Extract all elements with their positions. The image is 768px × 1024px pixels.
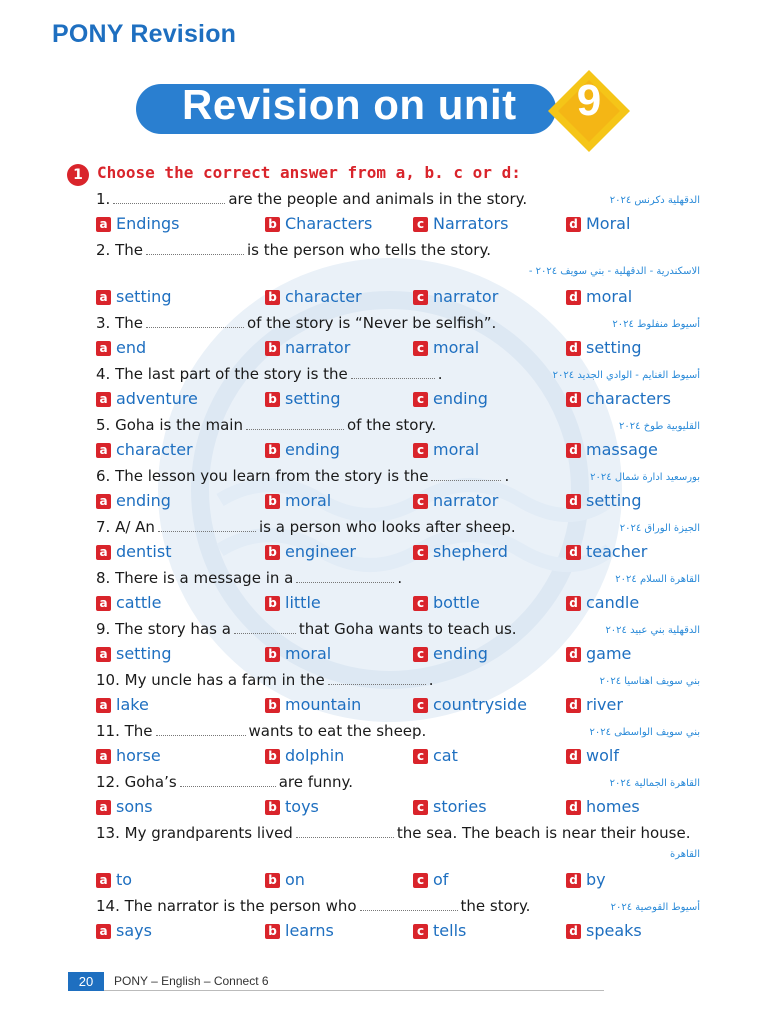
option-letter: b — [265, 290, 280, 305]
answer-option-d[interactable] — [566, 921, 642, 940]
option-text: game — [586, 644, 632, 663]
answer-option-c[interactable] — [413, 797, 487, 816]
option-letter: b — [265, 545, 280, 560]
option-letter: b — [265, 924, 280, 939]
exercise-number: 1 — [67, 164, 89, 186]
question-text-before: 11. The — [96, 722, 153, 740]
answer-option-a[interactable] — [96, 440, 193, 459]
answer-option-d[interactable] — [566, 389, 671, 408]
answer-option-d[interactable] — [566, 338, 641, 357]
option-text: lake — [116, 695, 149, 714]
option-text: moral — [433, 440, 480, 459]
option-letter: d — [566, 698, 581, 713]
question-text-before: 3. The — [96, 314, 143, 332]
answer-blank — [296, 827, 394, 838]
option-letter: a — [96, 494, 111, 509]
answer-blank — [234, 623, 296, 634]
question-text-after: wants to eat the sheep. — [248, 722, 427, 740]
answer-option-b[interactable] — [265, 338, 350, 357]
answer-option-a[interactable] — [96, 338, 146, 357]
option-letter: d — [566, 924, 581, 939]
option-letter: c — [413, 800, 428, 815]
answer-option-d[interactable] — [566, 491, 641, 510]
answer-option-b[interactable] — [265, 644, 331, 663]
question-text-after: are funny. — [278, 773, 354, 791]
exam-source: أسيوط القوصية ٢٠٢٤ — [610, 902, 700, 913]
question-text-before: 8. There is a message in a — [96, 569, 294, 587]
answer-blank — [146, 317, 244, 328]
page-title: Revision on unit — [182, 81, 517, 128]
answer-option-a[interactable] — [96, 542, 171, 561]
option-text: setting — [586, 338, 642, 357]
question-stem — [96, 824, 690, 842]
answer-option-b[interactable] — [265, 593, 321, 612]
answer-option-a[interactable] — [96, 797, 153, 816]
answer-option-a[interactable] — [96, 695, 149, 714]
answer-option-d[interactable] — [566, 746, 619, 765]
answer-blank — [180, 776, 276, 787]
option-letter: a — [96, 392, 111, 407]
exam-source: بني سويف اهناسيا ٢٠٢٤ — [599, 676, 700, 687]
question-text-after: . — [428, 671, 434, 689]
option-text: character — [116, 440, 193, 459]
question-text-after: is a person who looks after sheep. — [258, 518, 516, 536]
answer-option-a[interactable] — [96, 746, 161, 765]
option-letter: c — [413, 873, 428, 888]
option-text: countryside — [433, 695, 527, 714]
option-letter: d — [566, 545, 581, 560]
question-stem — [96, 190, 527, 208]
option-text: ending — [285, 440, 340, 459]
option-letter: d — [566, 800, 581, 815]
option-text: narrator — [433, 491, 499, 510]
answer-option-c[interactable] — [413, 440, 479, 459]
question-text-before: 6. The lesson you learn from the story is the — [96, 467, 429, 485]
page-number: 20 — [68, 972, 104, 991]
question-text-before: 7. A/ An — [96, 518, 155, 536]
question-stem — [96, 671, 433, 689]
option-text: setting — [586, 491, 642, 510]
exam-source: القليوبية طوخ ٢٠٢٤ — [619, 421, 700, 432]
option-letter: b — [265, 217, 280, 232]
answer-blank — [431, 470, 501, 481]
answer-option-c[interactable] — [413, 214, 508, 233]
answer-option-a[interactable] — [96, 389, 198, 408]
option-text: adventure — [116, 389, 198, 408]
answer-option-b[interactable] — [265, 389, 340, 408]
answer-option-b[interactable] — [265, 870, 305, 889]
exam-source: القاهرة الجمالية ٢٠٢٤ — [609, 778, 700, 789]
option-text: setting — [285, 389, 341, 408]
option-text: horse — [116, 746, 161, 765]
option-text: toys — [285, 797, 319, 816]
answer-option-c[interactable] — [413, 338, 479, 357]
question-stem — [96, 897, 530, 915]
option-text: setting — [116, 644, 172, 663]
option-letter: c — [413, 749, 428, 764]
option-letter: c — [413, 217, 428, 232]
option-text: stories — [433, 797, 487, 816]
answer-blank — [246, 419, 344, 430]
option-text: candle — [586, 593, 640, 612]
option-text: massage — [586, 440, 658, 459]
option-letter: a — [96, 217, 111, 232]
option-letter: c — [413, 341, 428, 356]
option-letter: a — [96, 290, 111, 305]
question-text-after: is the person who tells the story. — [246, 241, 491, 259]
answer-option-c[interactable] — [413, 542, 508, 561]
question-text-before: 14. The narrator is the person who — [96, 897, 357, 915]
answer-blank — [146, 244, 244, 255]
option-text: moral — [285, 644, 332, 663]
exam-source: الدقهلية بني عبيد ٢٠٢٤ — [605, 625, 700, 636]
answer-option-d[interactable] — [566, 644, 631, 663]
option-letter: d — [566, 596, 581, 611]
option-letter: a — [96, 873, 111, 888]
answer-blank — [156, 725, 246, 736]
question-text-before: 2. The — [96, 241, 143, 259]
option-text: cat — [433, 746, 458, 765]
option-text: Characters — [285, 214, 373, 233]
option-letter: c — [413, 647, 428, 662]
option-text: moral — [433, 338, 480, 357]
option-letter: d — [566, 443, 581, 458]
exam-source: القاهرة — [670, 849, 700, 860]
question-text-after: the sea. The beach is near their house. — [396, 824, 691, 842]
question-text-after: . — [397, 569, 403, 587]
answer-option-a[interactable] — [96, 870, 132, 889]
question-stem — [96, 773, 353, 791]
question-text-after: that Goha wants to teach us. — [298, 620, 517, 638]
question-text-after: . — [504, 467, 510, 485]
answer-option-b[interactable] — [265, 921, 334, 940]
option-letter: c — [413, 596, 428, 611]
option-letter: a — [96, 924, 111, 939]
brand-title: PONY Revision — [52, 20, 237, 48]
option-text: sons — [116, 797, 153, 816]
option-text: on — [285, 870, 305, 889]
question-stem — [96, 467, 509, 485]
option-text: of — [433, 870, 449, 889]
option-letter: b — [265, 443, 280, 458]
option-text: engineer — [285, 542, 356, 561]
question-stem — [96, 620, 517, 638]
answer-option-b[interactable] — [265, 797, 319, 816]
option-letter: d — [566, 341, 581, 356]
question-stem — [96, 314, 496, 332]
question-stem — [96, 416, 436, 434]
footer-divider — [104, 990, 604, 991]
answer-blank — [360, 900, 458, 911]
question-text-before: 5. Goha is the main — [96, 416, 243, 434]
option-letter: c — [413, 392, 428, 407]
option-text: moral — [586, 287, 633, 306]
option-letter: b — [265, 698, 280, 713]
option-text: ending — [433, 389, 488, 408]
answer-option-c[interactable] — [413, 870, 448, 889]
question-stem — [96, 722, 426, 740]
option-letter: a — [96, 443, 111, 458]
answer-option-a[interactable] — [96, 491, 171, 510]
answer-option-d[interactable] — [566, 542, 647, 561]
footer-text: PONY – English – Connect 6 — [114, 974, 269, 988]
answer-option-c[interactable] — [413, 695, 527, 714]
answer-blank — [113, 193, 225, 204]
option-text: dentist — [116, 542, 172, 561]
answer-option-a[interactable] — [96, 593, 161, 612]
option-letter: d — [566, 217, 581, 232]
question-stem — [96, 241, 491, 259]
exam-source: الدقهلية دكرنس ٢٠٢٤ — [609, 195, 700, 206]
option-text: Narrators — [433, 214, 509, 233]
option-letter: a — [96, 545, 111, 560]
answer-option-b[interactable] — [265, 440, 340, 459]
answer-option-c[interactable] — [413, 593, 480, 612]
option-letter: c — [413, 443, 428, 458]
option-text: by — [586, 870, 606, 889]
option-letter: c — [413, 698, 428, 713]
option-text: river — [586, 695, 623, 714]
option-letter: b — [265, 749, 280, 764]
question-text-after: . — [437, 365, 443, 383]
option-letter: b — [265, 647, 280, 662]
option-letter: a — [96, 749, 111, 764]
answer-option-b[interactable] — [265, 214, 372, 233]
option-letter: b — [265, 392, 280, 407]
option-letter: a — [96, 800, 111, 815]
option-letter: c — [413, 924, 428, 939]
option-letter: d — [566, 647, 581, 662]
exam-source: أسيوط الغنايم - الوادي الجديد ٢٠٢٤ — [552, 370, 700, 381]
question-stem — [96, 365, 443, 383]
answer-option-c[interactable] — [413, 644, 488, 663]
exam-source: القاهرة السلام ٢٠٢٤ — [615, 574, 700, 585]
answer-option-c[interactable] — [413, 921, 466, 940]
option-letter: d — [566, 749, 581, 764]
question-text-after: of the story. — [346, 416, 437, 434]
option-letter: c — [413, 494, 428, 509]
option-text: Endings — [116, 214, 180, 233]
option-text: Moral — [586, 214, 631, 233]
answer-option-d[interactable] — [566, 870, 606, 889]
option-text: shepherd — [433, 542, 508, 561]
option-text: dolphin — [285, 746, 345, 765]
answer-option-d[interactable] — [566, 695, 623, 714]
question-text-after: the story. — [460, 897, 531, 915]
option-text: narrator — [433, 287, 499, 306]
question-text-before: 13. My grandparents lived — [96, 824, 293, 842]
question-stem — [96, 569, 402, 587]
answer-option-b[interactable] — [265, 746, 344, 765]
option-text: cattle — [116, 593, 162, 612]
exam-source: الاسكندرية - الدقهلية - بني سويف ٢٠٢٤ - — [528, 266, 700, 277]
answer-option-c[interactable] — [413, 287, 498, 306]
option-letter: b — [265, 341, 280, 356]
answer-option-d[interactable] — [566, 214, 630, 233]
option-text: end — [116, 338, 147, 357]
answer-blank — [351, 368, 435, 379]
option-text: ending — [116, 491, 171, 510]
option-text: to — [116, 870, 133, 889]
answer-option-d[interactable] — [566, 797, 640, 816]
question-text-before: 10. My uncle has a farm in the — [96, 671, 325, 689]
answer-blank — [158, 521, 256, 532]
question-text-before: 4. The last part of the story is the — [96, 365, 348, 383]
option-letter: d — [566, 392, 581, 407]
exercise-instruction: Choose the correct answer from a, b. c or d: — [97, 163, 521, 182]
answer-option-a[interactable] — [96, 921, 152, 940]
option-letter: a — [96, 341, 111, 356]
option-letter: b — [265, 873, 280, 888]
option-text: learns — [285, 921, 334, 940]
answer-option-a[interactable] — [96, 287, 171, 306]
exam-source: بورسعيد ادارة شمال ٢٠٢٤ — [590, 472, 700, 483]
option-text: says — [116, 921, 152, 940]
option-letter: d — [566, 873, 581, 888]
option-letter: c — [413, 290, 428, 305]
option-text: teacher — [586, 542, 648, 561]
exam-source: الجيزة الوراق ٢٠٢٤ — [619, 523, 700, 534]
exam-source: بني سويف الواسطى ٢٠٢٤ — [589, 727, 700, 738]
option-text: setting — [116, 287, 172, 306]
answer-option-d[interactable] — [566, 440, 658, 459]
option-text: homes — [586, 797, 640, 816]
answer-option-a[interactable] — [96, 644, 171, 663]
option-text: characters — [586, 389, 671, 408]
option-text: tells — [433, 921, 467, 940]
question-text-after: of the story is “Never be selfish”. — [246, 314, 497, 332]
answer-option-c[interactable] — [413, 491, 498, 510]
answer-option-b[interactable] — [265, 542, 356, 561]
unit-number: 9 — [576, 76, 602, 125]
answer-blank — [328, 674, 426, 685]
answer-option-c[interactable] — [413, 746, 458, 765]
option-text: little — [285, 593, 321, 612]
option-letter: d — [566, 494, 581, 509]
option-letter: b — [265, 800, 280, 815]
option-letter: c — [413, 545, 428, 560]
answer-option-b[interactable] — [265, 695, 361, 714]
answer-option-d[interactable] — [566, 287, 632, 306]
answer-option-d[interactable] — [566, 593, 639, 612]
answer-option-a[interactable] — [96, 214, 179, 233]
question-text-before: 9. The story has a — [96, 620, 231, 638]
option-text: ending — [433, 644, 488, 663]
option-text: narrator — [285, 338, 351, 357]
answer-option-b[interactable] — [265, 491, 331, 510]
exam-source: أسيوط منفلوط ٢٠٢٤ — [612, 319, 700, 330]
option-letter: d — [566, 290, 581, 305]
option-text: character — [285, 287, 362, 306]
answer-option-c[interactable] — [413, 389, 488, 408]
option-text: mountain — [285, 695, 362, 714]
option-text: wolf — [586, 746, 619, 765]
question-text-before: 12. Goha’s — [96, 773, 177, 791]
option-letter: a — [96, 647, 111, 662]
option-text: moral — [285, 491, 332, 510]
question-stem — [96, 518, 516, 536]
question-text-after: are the people and animals in the story. — [228, 190, 528, 208]
option-letter: b — [265, 494, 280, 509]
answer-blank — [296, 572, 394, 583]
question-text-before: 1. — [96, 190, 111, 208]
option-letter: b — [265, 596, 280, 611]
option-text: speaks — [586, 921, 642, 940]
option-letter: a — [96, 698, 111, 713]
option-letter: a — [96, 596, 111, 611]
answer-option-b[interactable] — [265, 287, 362, 306]
option-text: bottle — [433, 593, 480, 612]
